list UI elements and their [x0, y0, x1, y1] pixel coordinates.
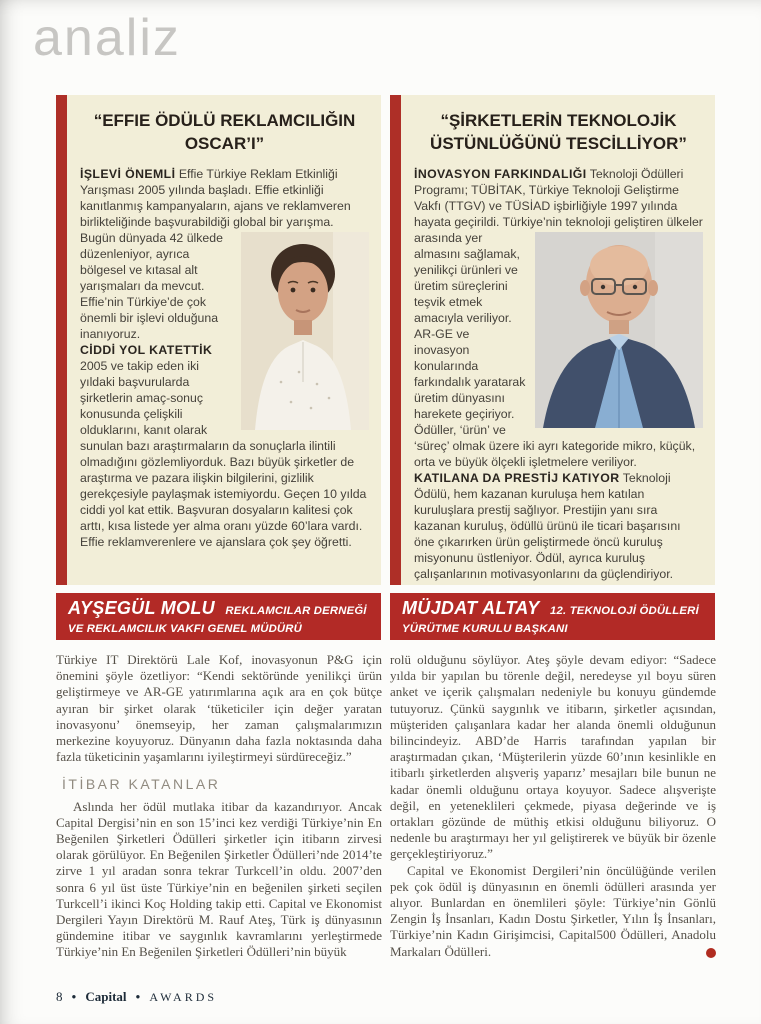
footer-bullet-icon: ● [135, 992, 141, 1001]
author-band-aysegul-molu [56, 593, 381, 640]
footer-section-name: AWARDS [149, 989, 218, 1004]
article-paragraph [390, 863, 716, 960]
quote-box-teknoloji [390, 95, 715, 640]
para1-text-b: ülkede düzenleniyor, ayrıca bölgesel ve kıtasal alt yarışmaları da mevcut. Effie’nin Türkiye’de çok önemli bir işlevi olduğuna inanıyoruz. [80, 231, 223, 341]
author-title: 12. TEKNOLOJİ ÖDÜLLERİ YÜRÜTME KURULU BAŞKANI [402, 605, 699, 635]
quote-box-effie-body [56, 95, 381, 585]
man-portrait-illustration [535, 232, 703, 428]
woman-portrait-illustration [241, 232, 369, 430]
quote-box-teknoloji-body [390, 95, 715, 585]
quote-box-teknoloji-para1 [414, 166, 703, 470]
article-paragraph: Türkiye IT Direktörü Lale Kof, inovasyonun P&G için önemini şöyle özetliyor: “Kendi sektöründe yenilikçi ürün geliştirmeye ve AR-GE yatırımlarına açık ara en çok bütçe ayıran bir şirket olarak ‘tüketiciler için değer yaratan inovasyonu’ önemseyip, her zaman çalışmalarımızın merkezine koyuyoruz. Dünyanın daha fazla noktasında daha fazla tüketicinin yaşamlarını iyileştirmeyi sürdüreceğiz.” [56, 652, 382, 765]
article-paragraph: Aslında her ödül mutlaka itibar da kazandırıyor. Ancak Capital Dergisi’nin en son 15’inci kez verdiği Türkiye’nin En Beğenilen Şirketleri Ödülleri şirketler için itibarın zirvesi olarak görülüyor. En Beğenilen Şirketler Ödülleri’nde 2014’te zirve 1 yıl aradan sonra tekrar Turkcell’in oldu. 2007’den sonra 6 yıl üst üste Türkiye’nin en beğenilen şirketi seçilen Turkcell’i ikinci Koç Holding takip etti. Capital ve Ekonomist Dergileri Yayın Direktörü M. Rauf Ateş, Türk iş dünyasının gündemine itibar ve saygınlık kavramlarını yerleştirmede Türkiye’nin En Beğenilen Şirketleri Ödülleri’nin büyük [56, 798, 382, 960]
para1-text-a: Teknoloji Ödülleri Programı; TÜBİTAK, Türkiye Teknoloji Geliştirme Vakfı (TTGV) ve TÜSİAD işbirliğiyle 1997 yılında hayata geçirildi. Türkiye’nin teknoloji geliştiren ülkeler arasında yer [414, 167, 703, 245]
para1-lead-in: İNOVASYON FARKINDALIĞI [414, 167, 587, 181]
portrait-aysegul-molu-photo [241, 232, 369, 430]
quote-box-effie [56, 95, 381, 640]
page-number: 8 [56, 989, 63, 1004]
footer-bullet-icon: ● [71, 992, 77, 1001]
author-title: REKLAMCILAR DERNEĞİ VE REKLAMCILIK VAKFI GENEL MÜDÜRÜ [68, 605, 367, 635]
article-paragraph-text: Capital ve Ekonomist Dergileri’nin öncülüğünde verilen pek çok ödül iş dünyasının en önemli ödülleri arasında yer alıyor. Bunlardan en önemlileri şöyle: Türkiye’nin Gönlü Zengin İş İnsanları, Kadın Dostu Şirketler, Yılın İş İnsanları, Türkiye’nin Kadın Girişimcisi, Capital500 Ödülleri, Anadolu Markaları Ödülleri. [390, 862, 716, 959]
author-band-mujdat-altay [390, 593, 715, 640]
author-name: MÜJDAT ALTAY [402, 598, 540, 618]
portrait-mujdat-altay-photo [535, 232, 703, 428]
quote-box-teknoloji-title: “ŞİRKETLERİN TEKNOLOJİK ÜSTÜNLÜĞÜNÜ TESCİLLİYOR” [430, 111, 687, 153]
article-column-right [390, 652, 716, 960]
author-name: AYŞEGÜL MOLU [68, 598, 215, 618]
para1-lead-in: İŞLEVİ ÖNEMLİ [80, 167, 176, 181]
article-end-mark [706, 948, 716, 958]
page-footer [56, 989, 217, 1005]
article-paragraph: rolü olduğunu söylüyor. Ateş şöyle devam ediyor: “Sadece yılda bir yapılan bu törenle değil, neredeyse yıl boyu süren anket ve içerik çalışmaları nedeniyle bu konuyu gündemde tutuyoruz. Çünkü saygınlık ve itibarın, şirketler açısından, müşteriden çalışanlara kadar her alanda önemli olduğunun bilincindeyiz. ABD’de Harris tarafından yapılan bir araştırmadan çıkan, ‘Müşterilerin yüzde 60’ının kesinlikle en itibarlı şirketlerden alışveriş yaparız’ mesajları bile bunun ne kadar önemli olduğunu ortaya koyuyor. Sadece alışverişte değil, en yeteneklileri çekmede, piyasa değerinde ve iş ortakları gözünde de müthiş etkisi olduğunu biliyoruz. O nedenle bu araştırmayı her yıl geliştirerek ve büyük bir özenle gerçekleştiriyoruz.” [390, 652, 716, 862]
section-label: analiz [33, 9, 181, 67]
article-subheading: İTİBAR KATANLAR [62, 776, 221, 793]
quote-box-teknoloji-para2 [414, 470, 703, 582]
para2-text: Teknoloji Ödülü, hem kazanan kuruluşa hem katılan kuruluşlara prestij sağlıyor. Prestijin yanı sıra kazanan kuruluş, ödüllü ürünü ile ticari başarısını öne çıkarırken ürün geliştirmede öncü kuruluş misyonunu üstleniyor. Ödül, ayrıca kuruluş çalışanlarının motivasyonlarını da güçlendiriyor. [414, 471, 681, 581]
magazine-name: Capital [85, 989, 127, 1004]
quote-box-effie-para1 [80, 166, 369, 342]
para2-lead-in: CİDDİ YOL KATETTİK [80, 343, 213, 357]
article-column-left [56, 652, 382, 961]
para1-text-b: almasını sağlamak, yenilikçi ürünleri ve üretim süreçlerini teşvik etmek amacıyla veriliyor. AR-GE ve inovasyon konularında farkındalık yaratarak üretim dünyasını harekete geçiriyor. Ödüller, ‘ürün’ ve ‘süreç’ olmak üzere iki ayrı kategoride mikro, küçük, orta ve büyük ölçekli işletmelere veriliyor. [414, 247, 696, 469]
para1-text-a: Effie Türkiye Reklam Etkinliği Yarışması 2005 yılında başladı. Effie etkinliği kanıtlanmış kampanyaların, ajans ve reklamveren birlikteliğinde başvurabildiği global bir yarışma. Bugün dünyada 42 [80, 167, 351, 245]
quote-box-effie-title: “EFFIE ÖDÜLÜ REKLAMCILIĞIN OSCAR’I” [93, 111, 356, 153]
para2-lead-in: KATILANA DA PRESTİJ KATIYOR [414, 471, 620, 485]
para2-text: 2005 ve takip eden iki yıldaki başvurularda şirketlerin amaç-sonuç konusunda çelişkili olduklarını, kanıt olarak sunulan bazı araştırmaların da sonuçlarla ilintili olmadığını gözlemliyorduk. Bazı büyük şirketler de araştırma ve pazara ilişkin bilgilerini, gizlilik gerekçesiyle paylaşmak istemiyordu. Geçen 10 yılda ciddi yol kat ettik. Başvuran dosyaların kalitesi çok arttı, kısa listede yer alma oranı yüzde 60’lara vardı. Effie reklamverenlere ve ajanslara çok şey öğretti. [80, 359, 367, 549]
